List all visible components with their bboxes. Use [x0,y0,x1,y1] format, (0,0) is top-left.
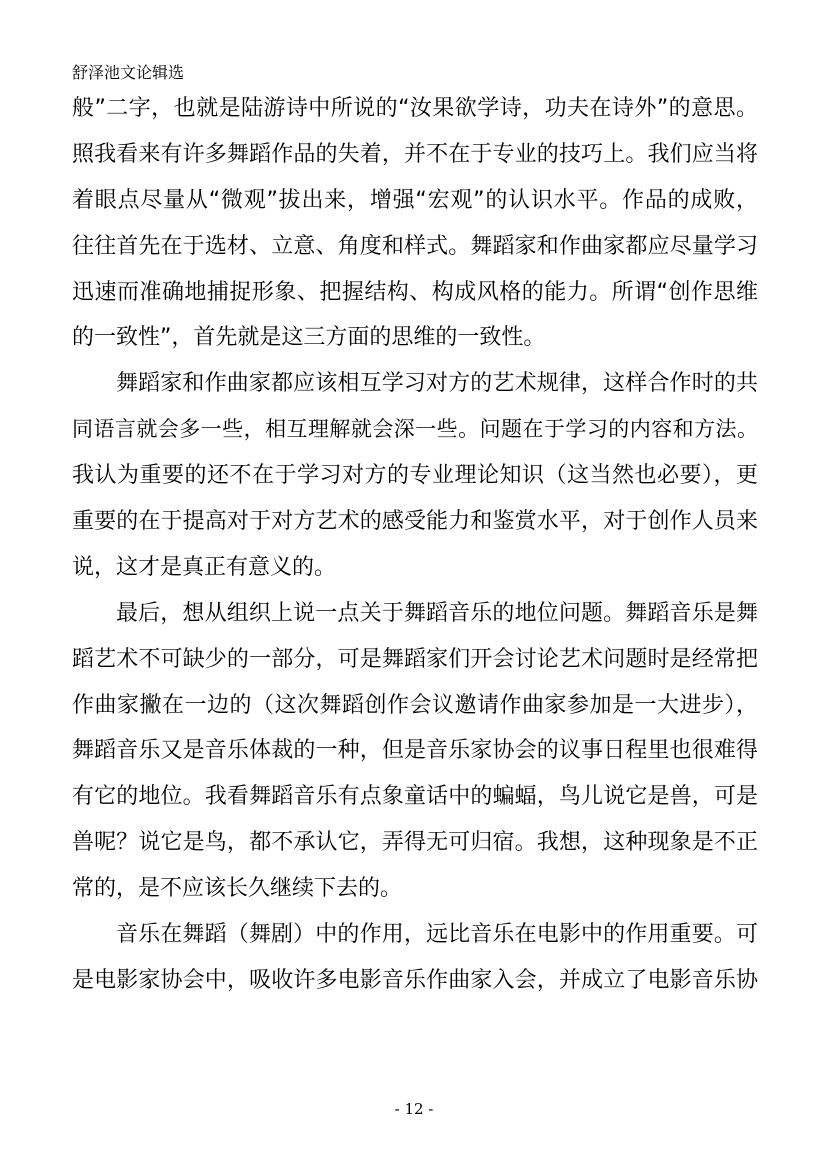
text-line: 兽呢？说它是鸟，都不承认它，弄得无可归宿。我想，这种现象是不正 [72,830,758,856]
running-header: 舒泽池文论辑选 [72,63,185,82]
text-line: 最后，想从组织上说一点关于舞蹈音乐的地位问题。舞蹈音乐是舞 [116,600,758,626]
text-line: 音乐在舞蹈（舞剧）中的作用，远比音乐在电影中的作用重要。可 [116,922,758,948]
text-line: 同语言就会多一些，相互理解就会深一些。问题在于学习的内容和方法。 [72,417,758,442]
text-line: 般”二字，也就是陆游诗中所说的“汝果欲学诗，功夫在诗外”的意思。 [72,96,758,121]
text-line: 往往首先在于选材、立意、角度和样式。舞蹈家和作曲家都应尽量学习 [72,233,758,259]
body-text [72,86,758,1004]
text-line: 迅速而准确地捕捉形象、把握结构、构成风格的能力。所谓“创作思维 [72,279,758,305]
text-line: 舞蹈家和作曲家都应该相互学习对方的艺术规律，这样合作时的共 [116,371,758,397]
text-line: 着眼点尽量从“微观”拔出来，增强“宏观”的认识水平。作品的成败， [72,187,758,213]
page-number: - 12 - [394,1100,434,1118]
text-line: 常的，是不应该长久继续下去的。 [72,876,403,902]
text-line: 照我看来有许多舞蹈作品的失着，并不在于专业的技巧上。我们应当将 [72,141,758,167]
text-line: 说，这才是真正有意义的。 [72,554,337,580]
text-line: 是电影家协会中，吸收许多电影音乐作曲家入会，并成立了电影音乐协 [72,967,758,993]
text-line: 有它的地位。我看舞蹈音乐有点象童话中的蝙蝠，鸟儿说它是兽，可是 [72,784,758,810]
text-line: 舞蹈音乐又是音乐体裁的一种，但是音乐家协会的议事日程里也很难得 [72,738,758,764]
text-line: 蹈艺术不可缺少的一部分，可是舞蹈家们开会讨论艺术问题时是经常把 [72,646,758,672]
text-line: 的一致性”，首先就是这三方面的思维的一致性。 [72,325,546,351]
text-line: 我认为重要的还不在于学习对方的专业理论知识（这当然也必要），更 [72,463,758,489]
text-line: 重要的在于提高对于对方艺术的感受能力和鉴赏水平，对于创作人员来 [72,509,758,535]
text-line: 作曲家撇在一边的（这次舞蹈创作会议邀请作曲家参加是一大进步）， [72,692,758,718]
